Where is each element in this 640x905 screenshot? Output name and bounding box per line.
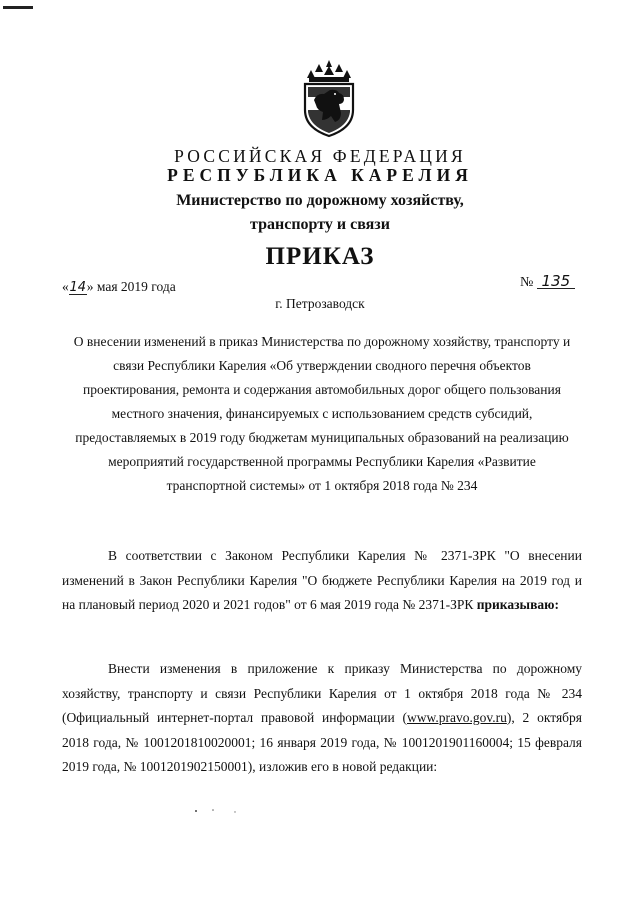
ministry-title-line2: транспорту и связи — [250, 216, 390, 233]
basis-text: В соответствии с Законом Республики Карелия № 2371-ЗРК "О внесении изменений в Закон Республики Карелия "О бюджете Республики Карелия на 2019 год и на плановый период 2020 и 2021 годов" от 6 мая 2019 года № 2371-ЗРК — [62, 548, 582, 612]
date-quote-close: » — [86, 279, 94, 294]
order-keyword: приказываю: — [476, 597, 559, 612]
order-text-after-link: ), 2 октября 2018 года, № 1001201810020001; 16 января 2019 года, № 1001201901160004; 15 февраля 2019 года, № 1001201902150001), изложив его в новой редакции: — [62, 710, 582, 774]
body-paragraph-basis — [62, 544, 582, 618]
handwritten-day: 14 — [69, 280, 87, 295]
body-paragraph-order — [62, 657, 582, 780]
subject-line: мероприятий государственной программы Республики Карелия «Развитие — [108, 454, 536, 469]
number-label: № — [520, 275, 534, 290]
republic-title: РЕСПУБЛИКА КАРЕЛИЯ — [167, 165, 473, 185]
ministry-title-line1: Министерство по дорожному хозяйству, — [176, 192, 464, 209]
scan-speck-dots — [193, 806, 243, 816]
subject-line: О внесении изменений в приказ Министерства по дорожному хозяйству, транспорту и — [73, 334, 571, 349]
handwritten-number: 135 — [537, 275, 575, 289]
date-month-year: мая 2019 года — [96, 279, 176, 294]
ministry-title — [0, 189, 640, 237]
document-date — [62, 279, 176, 295]
subject-line: местного значения, финансируемых с использованием средств субсидий, — [111, 406, 533, 421]
scan-artifact-mark — [3, 6, 33, 9]
document-type-title: ПРИКАЗ — [265, 243, 375, 270]
subject-line: связи Республики Карелия «Об утверждении сводного перечня объектов — [113, 358, 531, 373]
date-quote-open: « — [62, 279, 69, 294]
pravo-gov-link[interactable]: www.pravo.gov.ru — [406, 710, 507, 725]
city-name: г. Петрозаводск — [275, 296, 365, 311]
order-text-before-link: Внести изменения в приложение к приказу Министерства по дорожному хозяйству, транспорту и связи Республики Карелия от 1 октября 2018 года № 234 (Официальный интернет-портал правовой информации ( — [62, 661, 582, 725]
subject-line: предоставляемых в 2019 году бюджетам муниципальных образований на реализацию — [75, 430, 569, 445]
document-subject — [60, 330, 584, 498]
subject-line: транспортной системы» от 1 октября 2018 года № 234 — [166, 478, 478, 493]
document-number — [520, 272, 575, 291]
subject-line: проектирования, ремонта и содержания автомобильных дорог общего пользования — [83, 382, 561, 397]
karelia-coat-of-arms-icon — [297, 60, 361, 138]
country-title: РОССИЙСКАЯ ФЕДЕРАЦИЯ — [174, 146, 466, 166]
